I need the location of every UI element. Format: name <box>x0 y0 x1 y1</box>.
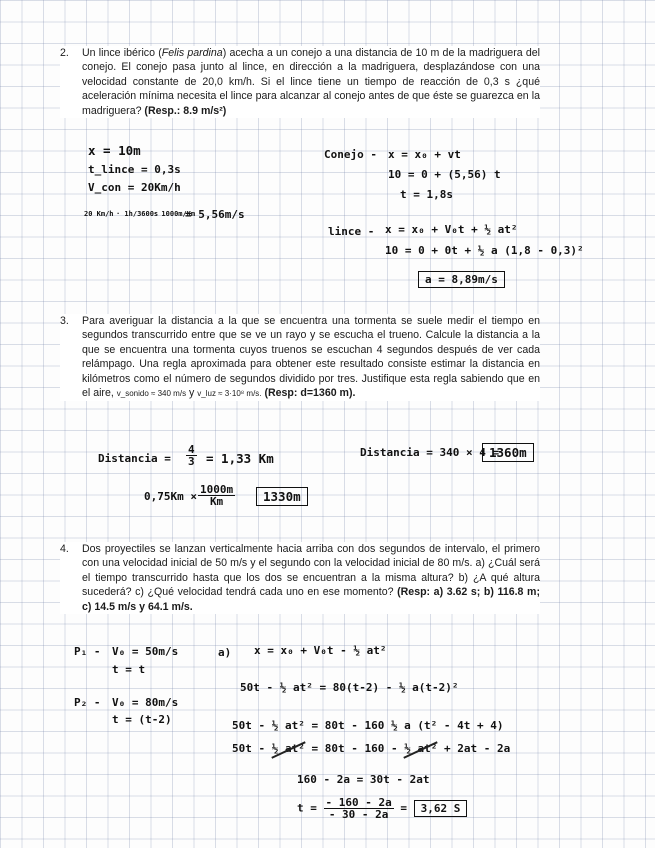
note-v-conejo: V_con = 20Km/h <box>88 181 181 194</box>
note4-p1-t: t = t <box>112 663 146 676</box>
problem-3-answer: (Resp: d=1360 m). <box>264 387 356 400</box>
note-conejo-eq2: 10 = 0 + (5,56) t <box>388 168 501 181</box>
note-conv-c: · 1000m/Km <box>153 210 196 218</box>
note4-p1-v: V₀ = 50m/s <box>112 645 179 658</box>
note-conv-b: · 1h/3600s <box>116 210 159 218</box>
problem-2-number: 2. <box>60 47 69 59</box>
problem-4-answer: (Resp: a) 3.62 s; b) 116.8 m; c) 14.5 m/s y 64.1 m/s. <box>82 586 540 613</box>
problem-2 <box>60 46 540 118</box>
note4-p2-t: t = (t-2) <box>112 713 172 726</box>
note3-conv-frac: $\frac{1000m}{Km}$ <box>200 483 234 508</box>
note4-eq3: 50t - ½ at² = 80t - 160 ½ a (t² - 4t + 4) <box>232 719 504 732</box>
note-conv-a: 20 Km/h <box>84 210 114 218</box>
note-lince-eq1: x = x₀ + V₀t + ½ at² <box>385 223 518 236</box>
note3-dist-left-frac: $\frac{4}{3}$ <box>188 443 195 468</box>
note4-eq2: 50t - ½ at² = 80(t-2) - ½ a(t-2)² <box>240 681 459 694</box>
note-lince-eq2: 10 = 0 + 0t + ½ a (1,8 - 0,3)² <box>385 244 584 257</box>
note-x: x = 10m <box>88 143 141 158</box>
problem-2-text: Un lince ibérico (Felis pardina) acecha a un conejo a una distancia de 10 m de la madriguera del conejo. El conejo pasa junto al lince, en dirección a la madriguera, desplazándose con una velocidad constante de 20,0 km/h. Si el lince tiene un tiempo de reacción de 0,3 s ¿qué aceleración mínima necesita el lince para alcanzar al conejo antes de que éste se guarezca en la madriguera? (Resp.: 8.9 m/s²) <box>82 47 540 117</box>
note4-result-box: 3,62 S <box>414 800 468 817</box>
note-lince-label: lince - <box>328 225 375 238</box>
note-t-lince: t_lince = 0,3s <box>88 163 181 176</box>
note4-p2-label: P₂ - <box>74 696 101 709</box>
note3-dist-right: Distancia = 340 × 4 = <box>360 446 500 459</box>
note4-eq1: x = x₀ + V₀t - ½ at² <box>254 644 387 657</box>
problem-2-answer: (Resp.: 8.9 m/s²) <box>144 104 227 117</box>
problem-4 <box>60 542 540 614</box>
note4-eq4: 50t - ½ at² = 80t - 160 - ½ at² + 2at - 2a <box>232 742 511 755</box>
note-conv-d: = 5,56m/s <box>185 208 245 221</box>
note4-eq5: 160 - 2a = 30t - 2at <box>297 773 430 786</box>
note-lince-result: a = 8,89m/s <box>418 271 505 288</box>
problem-4-text: Dos proyectiles se lanzan verticalmente hacia arriba con dos segundos de intervalo, el primero con una velocidad inicial de 50 m/s y el segundo con la velocidad inicial de 80 m/s. a) ¿Cuál será el tiempo transcurrido hasta que los dos se encuentran a la misma altura? b) ¿A qué altura sucederá? c) ¿Qué velocidad tendrá cada uno en ese momento? (Resp: a) 3.62 s; b) 116.8 m; c) 14.5 m/s y 64.1 m/s. <box>82 543 540 613</box>
note4-p1-label: P₁ - <box>74 645 101 658</box>
problem-3-number: 3. <box>60 315 69 327</box>
note3-dist-left-b: = 1,33 Km <box>206 451 274 466</box>
note4-eq6: t = $\frac{- 160 - 2a}{- 30 - 2a}$ = 3,62 S <box>297 797 467 820</box>
note4-a-label: a) <box>218 646 232 659</box>
note3-dist-right-box: 1360m <box>482 443 534 462</box>
note3-conv-box: 1330m <box>256 487 308 506</box>
note3-dist-left-a: Distancia = <box>98 452 171 465</box>
problem-3-text: Para averiguar la distancia a la que se encuentra una tormenta se suele medir el tiempo en segundos transcurrido entre que se ve un rayo y se escucha el trueno. Calcule la distancia a la que se encuentra una tormenta cuyos truenos se escuchan 4 segundos después de ver cada relámpago. Una regla aproximada para obtener este resultado consiste estimar la distancia en kilómetros como el número de segundos dividido por tres. Justifique esta regla sabiendo que en el aire, v_sonido ≈ 340 m/s y v_luz ≈ 3·10⁸ m/s. (Resp: d=1360 m). <box>82 315 540 400</box>
note-conejo-label: Conejo - <box>324 148 377 161</box>
problem-3 <box>60 314 540 401</box>
note-conejo-eq1: x = x₀ + vt <box>388 148 461 161</box>
problem-4-number: 4. <box>60 543 69 555</box>
note4-p2-v: V₀ = 80m/s <box>112 696 179 709</box>
note-conejo-eq3: t = 1,8s <box>400 188 453 201</box>
note3-conv-a: 0,75Km × <box>144 490 197 503</box>
